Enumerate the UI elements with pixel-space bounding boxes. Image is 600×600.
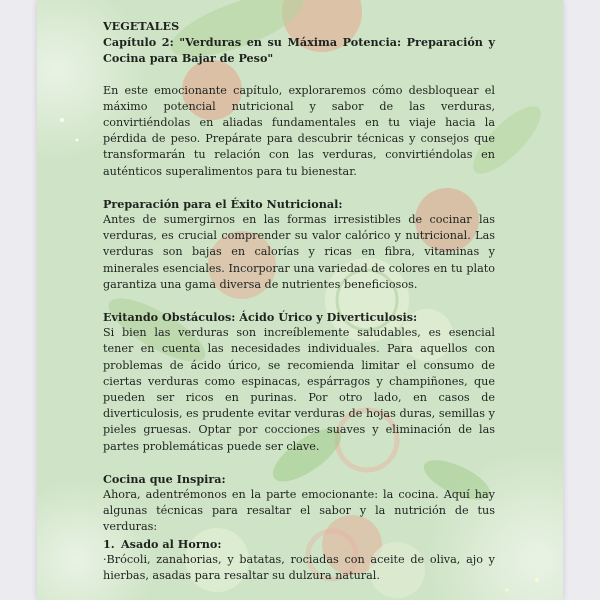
list-item-title: Asado al Horno:	[121, 536, 222, 551]
section-heading: Evitando Obstáculos: Ácido Úrico y Diverticulosis:	[103, 310, 418, 325]
section-paragraph: Si bien las verduras son increíblemente saludables, es esencial tener en cuenta las necesidades individuales. Para aquellos con problemas de ácido úrico, se recomienda limitar el consumo de ciertas verduras como espinacas, espárragos y champiñones, que pueden ser ricos en purinas. Por otro lado, en casos de diverticulosis, es prudente evitar verduras de hojas duras, semillas y pieles gruesas. Optar por cocciones suaves y eliminación de las partes problemáticas puede ser clave.	[103, 326, 495, 453]
intro-paragraph: En este emocionante capítulo, exploraremos cómo desbloquear el máximo potencial nutricional y sabor de las verduras, convirtiéndolas en aliadas fundamentales en tu viaje hacia la pérdida de peso. Prepárate para descubrir técnicas y consejos que transformarán tu relación con las verduras, convirtiéndolas en auténticos superalimentos para tu bienestar.	[103, 83, 495, 178]
document-label: VEGETALES	[103, 19, 180, 33]
list-item	[103, 536, 495, 552]
chapter-title: Capítulo 2: "Verduras en su Máxima Potencia: Preparación y Cocina para Bajar de Peso"	[103, 35, 495, 66]
section-paragraph: Antes de sumergirnos en las formas irresistibles de cocinar las verduras, es crucial comprender su valor calórico y nutricional. Las verduras son bajas en calorías y ricas en fibra, vitaminas y minerales esenciales. Incorporar una variedad de colores en tu plato garantiza una gama diversa de nutrientes beneficiosos.	[103, 213, 495, 291]
list-item-text: ·Brócoli, zanahorias, y batatas, rociadas con aceite de oliva, ajo y hierbas, asadas para resaltar su dulzura natural.	[103, 552, 495, 583]
list-item-number: 1.	[103, 536, 115, 551]
document-page[interactable]	[37, 0, 563, 600]
section-heading: Cocina que Inspira:	[103, 471, 226, 486]
section-paragraph: Ahora, adentrémonos en la parte emocionante: la cocina. Aquí hay algunas técnicas para resaltar el sabor y la nutrición de tus verduras:	[103, 488, 495, 534]
document-content	[103, 18, 495, 584]
section-heading: Preparación para el Éxito Nutricional:	[103, 196, 343, 211]
